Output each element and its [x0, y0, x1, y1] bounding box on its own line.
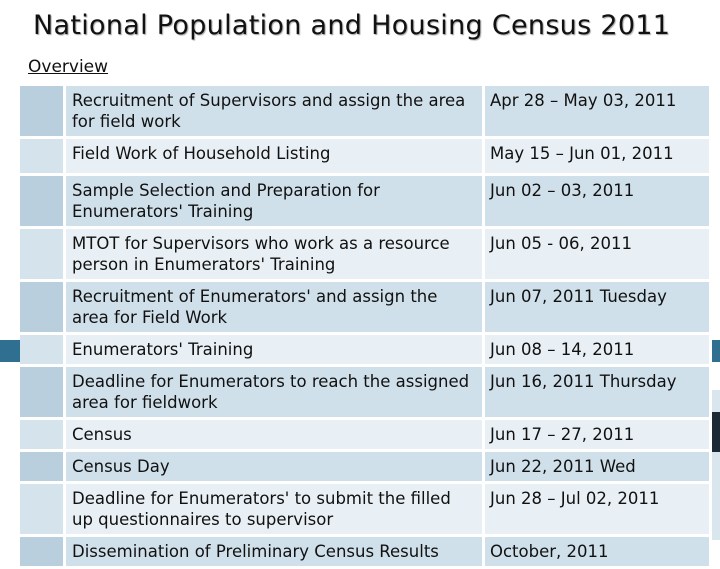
activity-cell: Deadline for Enumerators to reach the assigned area for fieldwork [65, 366, 484, 419]
activity-cell: Census Day [65, 451, 484, 483]
section-subtitle: Overview [28, 57, 109, 77]
date-cell: Jun 28 – Jul 02, 2011 [484, 483, 711, 536]
activity-cell: Enumerators' Training [65, 334, 484, 366]
activity-cell: Recruitment of Supervisors and assign the area for field work [65, 86, 484, 138]
table-row [20, 536, 711, 568]
date-cell: October, 2011 [484, 536, 711, 568]
activity-cell: Census [65, 419, 484, 451]
activity-cell: Field Work of Household Listing [65, 138, 484, 175]
date-cell: May 15 – Jun 01, 2011 [484, 138, 711, 175]
table-row [20, 86, 711, 138]
activity-cell: Deadline for Enumerators' to submit the filled up questionnaires to supervisor [65, 483, 484, 536]
table-row [20, 281, 711, 334]
row-index-cell [20, 334, 65, 366]
date-cell: Jun 02 – 03, 2011 [484, 175, 711, 228]
row-index-cell [20, 228, 65, 281]
row-index-cell [20, 451, 65, 483]
row-index-cell [20, 536, 65, 568]
table-row [20, 334, 711, 366]
date-cell: Apr 28 – May 03, 2011 [484, 86, 711, 138]
date-cell: Jun 17 – 27, 2011 [484, 419, 711, 451]
activity-cell: Dissemination of Preliminary Census Results [65, 536, 484, 568]
date-cell: Jun 08 – 14, 2011 [484, 334, 711, 366]
schedule-table [20, 86, 712, 569]
table-row [20, 419, 711, 451]
table-row [20, 483, 711, 536]
row-index-cell [20, 175, 65, 228]
date-cell: Jun 05 - 06, 2011 [484, 228, 711, 281]
table-row [20, 366, 711, 419]
row-index-cell [20, 419, 65, 451]
table-row [20, 451, 711, 483]
date-cell: Jun 07, 2011 Tuesday [484, 281, 711, 334]
table-row [20, 175, 711, 228]
activity-cell: Recruitment of Enumerators' and assign the area for Field Work [65, 281, 484, 334]
row-index-cell [20, 138, 65, 175]
table-row [20, 138, 711, 175]
date-cell: Jun 22, 2011 Wed [484, 451, 711, 483]
activity-cell: Sample Selection and Preparation for Enumerators' Training [65, 175, 484, 228]
row-index-cell [20, 366, 65, 419]
row-index-cell [20, 281, 65, 334]
row-index-cell [20, 86, 65, 138]
date-cell: Jun 16, 2011 Thursday [484, 366, 711, 419]
row-index-cell [20, 483, 65, 536]
activity-cell: MTOT for Supervisors who work as a resource person in Enumerators' Training [65, 228, 484, 281]
table-row [20, 228, 711, 281]
page-title: National Population and Housing Census 2011 [33, 10, 671, 41]
